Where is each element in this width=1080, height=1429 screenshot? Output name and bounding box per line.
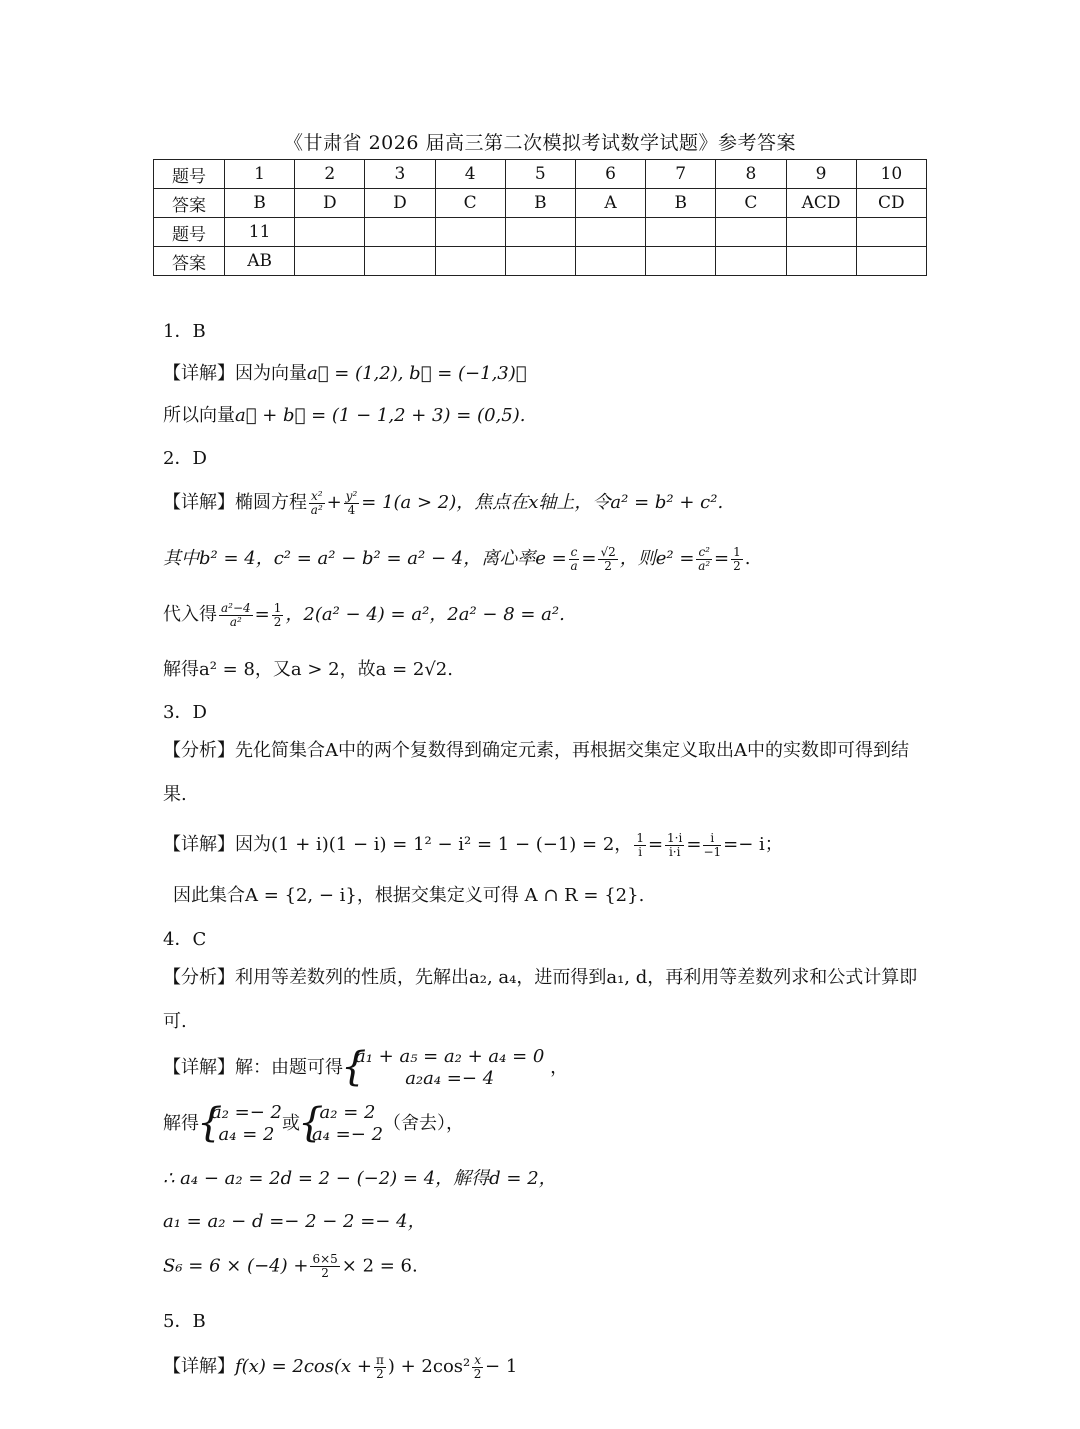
table-cell [786,247,856,276]
math: 因为(1 + i)(1 − i) = 1² − i² = 1 − (−1) = 2， [235,834,633,855]
q1-line-2 [163,401,525,427]
denominator: 2 [273,614,282,629]
table-header-cell: 答案 [154,247,225,276]
math: a⃗ + b⃗ = (1 − 1,2 + 3) = (0,5). [235,405,526,426]
math: a⃗ = (1,2), b⃗ = (−1,3)， [307,363,527,384]
denominator: 2 [473,1366,482,1381]
detail-label: 【详解】 [163,363,235,384]
numerator: √2 [600,544,616,559]
fraction [598,546,617,573]
text: 椭圆方程 [235,492,307,513]
table-cell: B [646,189,716,218]
q4-line-2 [163,1102,464,1146]
math: − 1 [485,1356,518,1377]
numerator: y² [345,488,358,503]
table-cell [505,218,575,247]
numerator: 1 [636,830,644,845]
table-cell [435,247,505,276]
table-cell [295,247,365,276]
q4-line-5 [163,1253,418,1280]
math: ，2(a² − 4) = a²，2a² − 8 = a². [285,604,565,625]
equation: a₄ =− 2 [312,1124,384,1145]
table-cell [716,218,786,247]
denominator: a² [310,502,323,517]
table-cell [365,247,435,276]
answer-table [153,159,927,276]
text: 或 [282,1113,301,1134]
table-cell: AB [225,247,295,276]
numerator: x² [311,488,323,503]
denominator: a² [229,614,242,629]
equation: { a₂ =− 2 [211,1102,283,1123]
table-cell: 4 [435,160,505,189]
table-row [154,218,927,247]
math: × 2 = 6. [341,1255,418,1277]
text: （舍去）， [383,1113,465,1134]
fraction [310,1253,339,1280]
table-cell: 8 [716,160,786,189]
numerator: c² [698,544,710,559]
table-cell: 11 [225,218,295,247]
denominator: −1 [703,844,722,859]
denominator: 2 [733,558,741,573]
table-cell [575,218,645,247]
table-header-cell: 题号 [154,218,225,247]
math: . [744,548,751,569]
fraction [309,490,325,517]
denominator: 2 [604,558,612,573]
denominator: 2 [321,1266,329,1280]
table-cell: 3 [365,160,435,189]
fraction [731,546,743,573]
q3-analysis [163,729,923,817]
table-cell [786,218,856,247]
table-cell [646,218,716,247]
fraction [344,490,360,517]
fraction [634,832,646,859]
table-cell [856,218,926,247]
table-cell: 7 [646,160,716,189]
numerator: 6×5 [312,1252,338,1266]
text: 因为向量 [235,363,307,384]
table-header-cell: 题号 [154,160,225,189]
fraction [472,1354,483,1381]
math: =− i； [723,834,783,855]
page-title: 《甘肃省 2026 届高三第二次模拟考试数学试题》参考答案 [284,132,796,154]
text: 所以向量 [163,405,235,426]
fraction [272,602,284,629]
q4-heading: 4．C [163,929,207,950]
table-cell: 2 [295,160,365,189]
q1-heading: 1．B [163,321,206,342]
fraction [696,546,712,573]
table-cell: ACD [786,189,856,218]
equation-system [343,1046,544,1090]
table-cell [716,247,786,276]
fraction [219,602,253,629]
table-cell [575,247,645,276]
math: 其中b² = 4，c² = a² − b² = a² − 4，离心率e = [163,548,567,569]
fraction [665,832,684,859]
equation: { a₁ + a₅ = a₂ + a₄ = 0 [355,1046,545,1067]
table-cell [505,247,575,276]
table-cell: B [505,189,575,218]
denominator: i [638,844,643,859]
text: 解：由题可得 [235,1057,343,1078]
q3-line-2: 因此集合A = {2, − i}，根据交集定义可得 A ∩ R = {2}. [173,885,645,906]
q4-line-4: a₁ = a₂ − d =− 2 − 2 =− 4， [163,1211,426,1232]
equation: a₄ = 2 [218,1124,275,1145]
denominator: 2 [376,1366,384,1381]
denominator: a [570,558,578,573]
text: 利用等差数列的性质，先解出a₂, a₄，进而得到a₁, d，再利用等差数列求和公式计算即可. [163,967,918,1032]
equation-system [199,1102,282,1146]
q3-heading: 3．D [163,702,207,723]
table-row [154,160,927,189]
q2-line-3: 代入得 $\frac{\text{a²−4}}{\text{a²}}$ = $\frac{1}{2}$ ，2(a² − 4) = a²，2a² − 8 = a². [163,600,565,629]
table-cell: 9 [786,160,856,189]
denominator: 4 [347,502,356,517]
table-cell [856,247,926,276]
table-cell: 10 [856,160,926,189]
numerator: π [375,1352,384,1367]
text: 先化简集合A中的两个复数得到确定元素，再根据交集定义取出A中的实数即可得到结果. [163,740,909,805]
fraction [703,832,721,859]
table-cell: C [435,189,505,218]
numerator: c [570,544,578,559]
q2-line-2: 其中b² = 4，c² = a² − b² = a² − 4，离心率e = $\frac{c}{a}$ = $\frac{√2}{2}$ ，则e² = $\frac{\text{c²}}{\text{a²}}$ = $\frac{1}{2}$ . [163,544,751,573]
fraction [569,546,580,573]
numerator: 1 [273,600,282,615]
numerator: 1 [733,544,741,559]
table-cell [295,218,365,247]
table-cell: 6 [575,160,645,189]
math: f(x) = 2cos(x + [235,1356,372,1377]
table-row [154,189,927,218]
detail-label: 【详解】 [163,1057,235,1078]
analysis-label: 【分析】 [163,740,235,761]
denominator: i·i [668,844,681,859]
denominator: a² [698,558,711,573]
table-header-cell: 答案 [154,189,225,218]
detail-label: 【详解】 [163,834,235,855]
numerator: a²−4 [221,600,251,615]
table-cell: B [225,189,295,218]
table-cell: C [716,189,786,218]
q2-heading: 2．D [163,448,207,469]
table-cell: 5 [505,160,575,189]
math: = 1(a > 2)，焦点在x轴上，令a² = b² + c². [361,492,724,513]
q1-detail-line [163,359,527,385]
table-cell [365,218,435,247]
q2-detail-line: 【详解】椭圆方程 $\frac{\text{x²}}{\text{a²}}$ + $\frac{\text{y²}}{4}$ = 1(a > 2)，焦点在x轴上，令a² = b² + c². [163,488,724,517]
q5-detail-line [163,1352,517,1381]
equation: { a₂ = 2 [319,1102,376,1123]
analysis-label: 【分析】 [163,967,235,988]
numerator: i [703,832,721,846]
table-cell: D [295,189,365,218]
table-cell: 1 [225,160,295,189]
q2-line-4: 解得a² = 8，又a > 2，故a = 2√2. [163,659,453,680]
q3-detail-line: 【详解】因为(1 + i)(1 − i) = 1² − i² = 1 − (−1) = 2， $\frac{1}{i}$ = $\frac{1\cdot i}{i\cdot i}$ = $\frac{i}{-1}$ =− i； [163,830,783,859]
table-cell: D [365,189,435,218]
numerator: 1·i [667,830,683,845]
text: 解得 [163,1113,199,1134]
table-cell [435,218,505,247]
equation: a₂a₄ =− 4 [405,1068,495,1089]
q4-detail-line: 【详解】解：由题可得 { a₁ + a₅ = a₂ + a₄ = 0 a₂a₄ =− 4 ， [163,1046,568,1090]
q4-analysis [163,956,923,1044]
math: ) + 2cos² [387,1356,471,1377]
table-cell [646,247,716,276]
math: S₆ = 6 × (−4) + [163,1255,309,1277]
numerator: x [474,1352,482,1367]
equation-system [300,1102,383,1146]
fraction [374,1354,386,1381]
detail-label: 【详解】 [163,492,235,513]
table-cell: A [575,189,645,218]
detail-label: 【详解】 [163,1356,235,1377]
q5-heading: 5．B [163,1311,206,1332]
table-cell: CD [856,189,926,218]
text: 代入得 [163,604,217,625]
math: ，则e² = [619,548,695,569]
table-row [154,247,927,276]
q4-line-3: ∴ a₄ − a₂ = 2d = 2 − (−2) = 4，解得d = 2， [163,1168,557,1189]
